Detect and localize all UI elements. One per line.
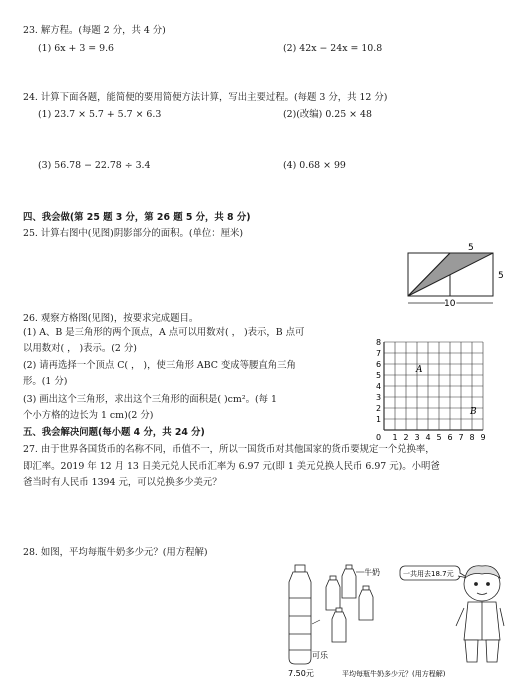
grid-y-label: 7 bbox=[376, 349, 382, 358]
bottom-question-text: 平均每瓶牛奶多少元？(用方程解) bbox=[342, 670, 446, 678]
q26-line4: 形。(1 分) bbox=[23, 376, 68, 387]
q28-illustration bbox=[282, 560, 507, 678]
q25-label-top: 5 bbox=[468, 243, 474, 253]
grid-x-label: 6 bbox=[447, 433, 453, 442]
grid-x-label: 2 bbox=[403, 433, 409, 442]
boy-illustration bbox=[456, 566, 504, 662]
q27-line1: 27. 由于世界各国货币的名称不同，币值不一，所以一国货币对其他国家的货币要规定一个兑换率， bbox=[23, 444, 435, 455]
q24-part2: (2)(改编) 0.25 × 48 bbox=[283, 109, 372, 120]
grid-x-label: 7 bbox=[458, 433, 464, 442]
grid-x-label: 5 bbox=[436, 433, 442, 442]
grid-x-label: 1 bbox=[392, 433, 398, 442]
grid-x-label: 9 bbox=[480, 433, 486, 442]
coordinate-grid bbox=[368, 332, 498, 444]
cola-bottle-illustration bbox=[289, 565, 311, 664]
q26-line2: 以用数对( ， )表示。(2 分) bbox=[23, 343, 137, 354]
grid-x-label: 4 bbox=[425, 433, 431, 442]
q25-label-bottom: 10 bbox=[444, 299, 456, 308]
q26-line3: (2) 请再选择一个顶点 C( ， )，使三角形 ABC 变成等腰直角三角 bbox=[23, 360, 296, 371]
grid-x-label: 0 bbox=[376, 433, 382, 442]
grid-y-label: 5 bbox=[376, 371, 382, 380]
q23-part2: (2) 42x − 24x = 10.8 bbox=[283, 43, 383, 54]
q25-title: 25. 计算右图中(见图)阴影部分的面积。(单位：厘米) bbox=[23, 228, 244, 239]
q26-line6: 个小方格的边长为 1 cm)(2 分) bbox=[23, 410, 154, 421]
section-5-title: 五、我会解决问题(每小题 4 分，共 24 分) bbox=[23, 427, 205, 438]
q26-line5: (3) 画出这个三角形，求出这个三角形的面积是( )cm²。(每 1 bbox=[23, 394, 277, 405]
q26-title: 26. 观察方格图(见图)，按要求完成题目。 bbox=[23, 313, 199, 324]
grid-y-label: 2 bbox=[376, 404, 382, 413]
speech-bubble-text: 一共用去18.7元 bbox=[403, 570, 454, 578]
grid-labels bbox=[376, 338, 486, 442]
q26-line1: (1) A、B 是三角形的两个顶点，A 点可以用数对( ， )表示，B 点可 bbox=[23, 327, 305, 338]
grid-point-b: B bbox=[470, 407, 477, 417]
grid-lines bbox=[384, 342, 483, 430]
q24-part4: (4) 0.68 × 99 bbox=[283, 160, 346, 171]
q27-line2: 即汇率。2019 年 12 月 13 日美元兑人民币汇率为 6.97 元(即 1 美元兑换人民币 6.97 元)。小明爸 bbox=[23, 461, 440, 472]
cola-label: 可乐 bbox=[312, 651, 328, 660]
milk-label: 牛奶 bbox=[364, 568, 380, 577]
grid-point-a: A bbox=[416, 365, 423, 375]
q24-part3: (3) 56.78 − 22.78 ÷ 3.4 bbox=[38, 160, 151, 171]
q27-line3: 爸当时有人民币 1394 元，可以兑换多少美元？ bbox=[23, 477, 222, 488]
grid-y-label: 1 bbox=[376, 415, 382, 424]
q25-label-right: 5 bbox=[498, 271, 504, 281]
grid-y-label: 3 bbox=[376, 393, 382, 402]
grid-y-label: 4 bbox=[376, 382, 382, 391]
grid-y-label: 8 bbox=[376, 338, 382, 347]
section-4-title: 四、我会做(第 25 题 3 分，第 26 题 5 分，共 8 分) bbox=[23, 212, 251, 223]
grid-x-label: 8 bbox=[469, 433, 475, 442]
grid-y-label: 6 bbox=[376, 360, 382, 369]
q24-title: 24. 计算下面各题，能简便的要用简便方法计算，写出主要过程。(每题 3 分，共 12 分) bbox=[23, 92, 388, 103]
q25-figure bbox=[400, 240, 510, 308]
q23-part1: (1) 6x + 3 = 9.6 bbox=[38, 43, 115, 54]
q23-title: 23. 解方程。(每题 2 分，共 4 分) bbox=[23, 25, 166, 36]
q28-title: 28. 如图，平均每瓶牛奶多少元？(用方程解) bbox=[23, 547, 208, 558]
grid-x-label: 3 bbox=[414, 433, 420, 442]
q24-part1: (1) 23.7 × 5.7 + 5.7 × 6.3 bbox=[38, 109, 162, 120]
price-label: 7.50元 bbox=[288, 669, 314, 678]
